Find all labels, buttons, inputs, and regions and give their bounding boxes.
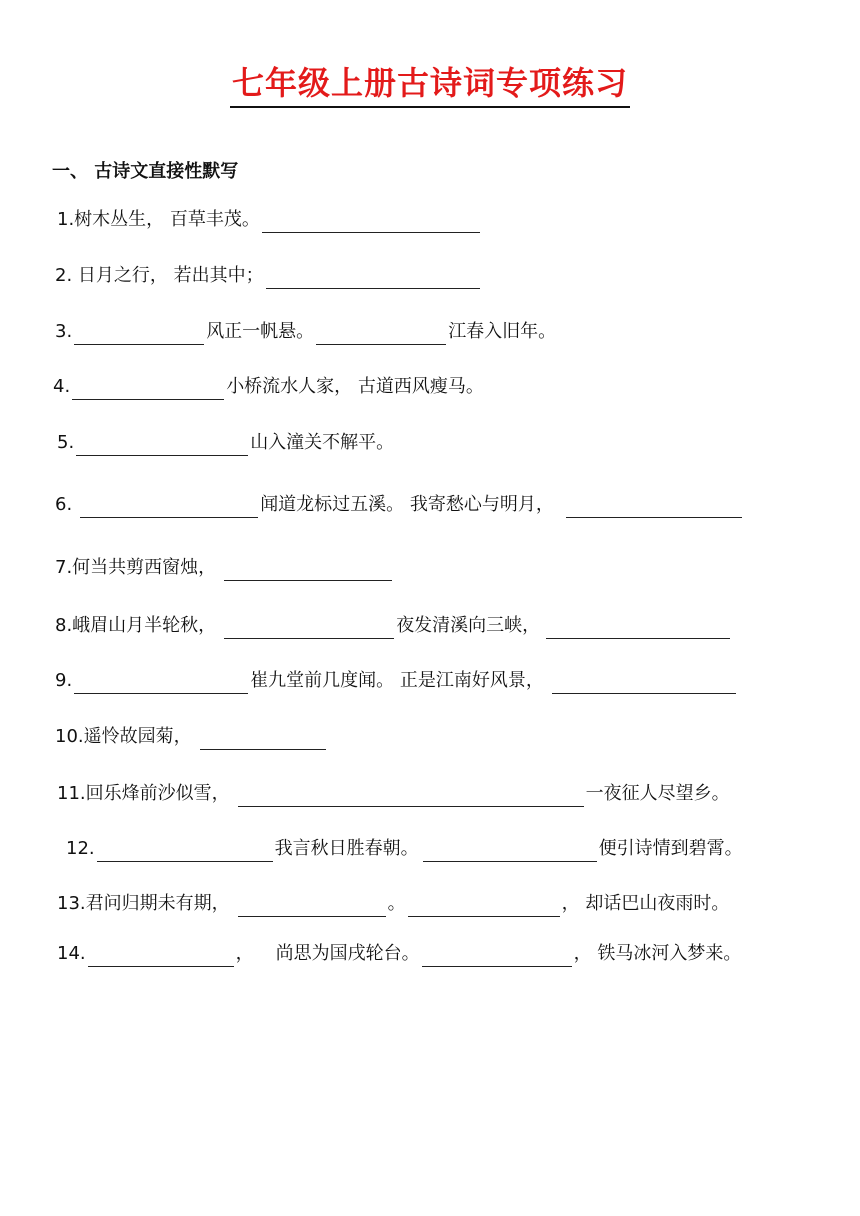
question-4 bbox=[53, 374, 484, 400]
question-text: 风正一帆悬。 bbox=[206, 321, 315, 342]
question-12 bbox=[66, 836, 743, 862]
answer-blank[interactable] bbox=[552, 673, 736, 694]
question-text: 一夜征人尽望乡。 bbox=[585, 783, 730, 804]
question-text: 夜发清溪向三峡， bbox=[396, 615, 541, 636]
answer-blank[interactable] bbox=[97, 841, 273, 862]
question-text: ， 铁马冰河入梦来。 bbox=[573, 943, 742, 964]
answer-blank[interactable] bbox=[423, 841, 597, 862]
question-text: 。 bbox=[387, 893, 406, 914]
answer-blank[interactable] bbox=[200, 729, 326, 750]
answer-blank[interactable] bbox=[224, 618, 394, 639]
question-text: 11.回乐烽前沙似雪， bbox=[57, 783, 230, 804]
answer-blank[interactable] bbox=[88, 946, 234, 967]
question-number: 5. bbox=[57, 432, 75, 453]
question-number: 6. bbox=[55, 494, 73, 515]
question-number: 4. bbox=[53, 376, 71, 397]
question-text: 2. 日月之行， 若出其中； bbox=[55, 265, 264, 286]
answer-blank[interactable] bbox=[238, 896, 386, 917]
question-10 bbox=[55, 724, 328, 750]
question-text: 江春入旧年。 bbox=[448, 321, 557, 342]
worksheet-title bbox=[0, 62, 860, 108]
question-11 bbox=[57, 781, 730, 807]
question-7 bbox=[55, 555, 394, 581]
section-heading: 一、 古诗文直接性默写 bbox=[52, 161, 239, 182]
question-text: 13.君问归期未有期， bbox=[57, 893, 230, 914]
answer-blank[interactable] bbox=[224, 560, 392, 581]
question-9 bbox=[55, 668, 738, 694]
answer-blank[interactable] bbox=[74, 324, 204, 345]
question-text: 10.遥怜故园菊， bbox=[55, 726, 192, 747]
answer-blank[interactable] bbox=[238, 786, 584, 807]
question-text: 崔九堂前几度闻。 正是江南好风景， bbox=[250, 670, 544, 691]
question-3 bbox=[55, 319, 556, 345]
answer-blank[interactable] bbox=[80, 497, 258, 518]
question-number: 12. bbox=[66, 838, 95, 859]
question-text: 1.树木丛生， 百草丰茂。 bbox=[57, 209, 260, 230]
question-text: 小桥流水人家， 古道西风瘦马。 bbox=[226, 376, 484, 397]
question-number: 9. bbox=[55, 670, 73, 691]
answer-blank[interactable] bbox=[316, 324, 446, 345]
title-text: 七年级上册古诗词专项练习 bbox=[230, 62, 630, 108]
answer-blank[interactable] bbox=[262, 212, 480, 233]
question-8 bbox=[55, 613, 732, 639]
question-number: 3. bbox=[55, 321, 73, 342]
question-2 bbox=[55, 263, 482, 289]
question-number: 14. bbox=[57, 943, 86, 964]
question-text: 8.峨眉山月半轮秋， bbox=[55, 615, 217, 636]
question-1 bbox=[57, 207, 482, 233]
question-text: 闻道龙标过五溪。 我寄愁心与明月， bbox=[260, 494, 554, 515]
question-14 bbox=[57, 941, 741, 967]
question-text: 山入潼关不解平。 bbox=[250, 432, 395, 453]
answer-blank[interactable] bbox=[422, 946, 572, 967]
question-text: ， 却话巴山夜雨时。 bbox=[561, 893, 730, 914]
question-text: 便引诗情到碧霄。 bbox=[598, 838, 743, 859]
answer-blank[interactable] bbox=[566, 497, 742, 518]
question-text: 7.何当共剪西窗烛， bbox=[55, 557, 217, 578]
answer-blank[interactable] bbox=[408, 896, 560, 917]
answer-blank[interactable] bbox=[76, 435, 248, 456]
answer-blank[interactable] bbox=[74, 673, 248, 694]
question-6 bbox=[55, 492, 744, 518]
question-text: 尚思为国戌轮台。 bbox=[275, 943, 420, 964]
answer-blank[interactable] bbox=[546, 618, 730, 639]
question-5 bbox=[57, 430, 394, 456]
answer-blank[interactable] bbox=[266, 268, 480, 289]
question-text: ， bbox=[235, 943, 254, 964]
question-text: 我言秋日胜春朝。 bbox=[274, 838, 419, 859]
answer-blank[interactable] bbox=[72, 379, 224, 400]
question-13 bbox=[57, 891, 729, 917]
